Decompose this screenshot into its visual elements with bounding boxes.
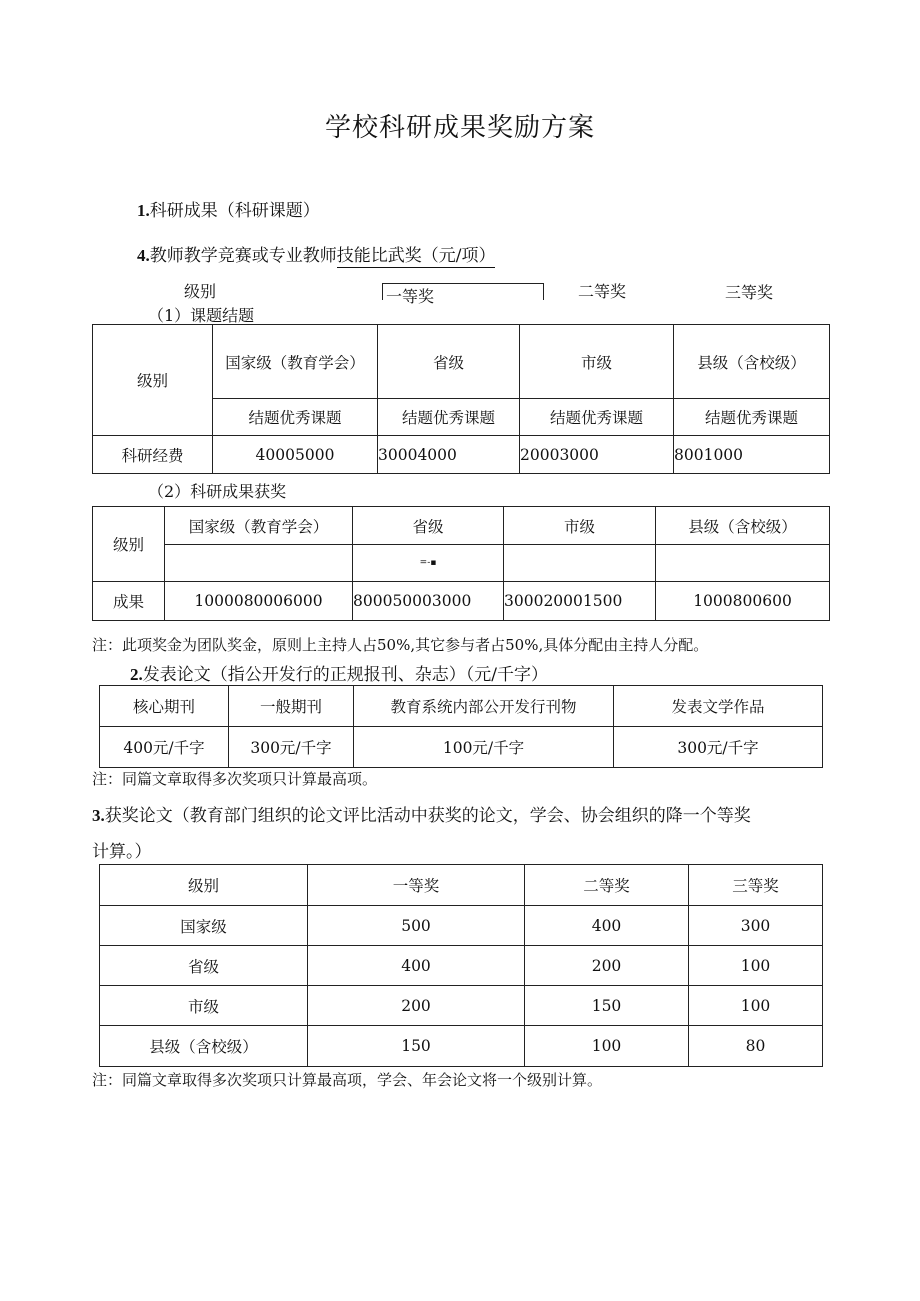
sub-header: 结题优秀课题 — [378, 399, 520, 436]
table-cell: 300020001500 — [504, 582, 656, 621]
table-cell: 200 — [308, 986, 525, 1026]
table-cell: 8001000 — [674, 436, 830, 474]
table-row — [100, 986, 823, 1026]
table-cell: 20003000 — [520, 436, 674, 474]
column-header: 省级 — [378, 325, 520, 399]
note-highest-only: 注：同篇文章取得多次奖项只计算最高项。 — [92, 770, 378, 788]
section-4-text-b: 技能比武奖（元/项） — [336, 246, 496, 266]
section-4-heading — [137, 241, 495, 266]
achievement-award-table — [92, 506, 830, 621]
subsection-1-label: （1）课题结题 — [148, 306, 255, 325]
table-cell: 300 — [689, 906, 823, 946]
table-cell: 1000080006000 — [165, 582, 353, 621]
subsection-2-label: （2）科研成果获奖 — [148, 482, 287, 501]
column-header: 市级 — [504, 507, 656, 545]
stray-level-label: 级别 — [184, 282, 217, 301]
column-header: 省级 — [353, 507, 504, 545]
row-label: 科研经费 — [93, 436, 213, 474]
column-header: 二等奖 — [525, 865, 689, 906]
section-2-number: 2. — [130, 665, 143, 684]
project-completion-table — [92, 324, 830, 474]
table-cell: 30004000 — [378, 436, 520, 474]
table-row — [100, 1026, 823, 1067]
row-label: 国家级 — [100, 906, 308, 946]
table-cell: 150 — [525, 986, 689, 1026]
table-cell: 80 — [689, 1026, 823, 1067]
column-header: 核心期刊 — [100, 686, 229, 727]
section-4-text-a: 教师教学竞赛或专业教师 — [149, 246, 337, 266]
stray-third-prize: 三等奖 — [725, 283, 774, 302]
stray-first-prize: 一等奖 — [386, 287, 435, 306]
page-title: 学校科研成果奖励方案 — [324, 113, 595, 143]
award-paper-table — [99, 864, 823, 1067]
column-header: 国家级（教育学会） — [213, 325, 378, 399]
table-row — [100, 906, 823, 946]
column-header: 发表文学作品 — [614, 686, 823, 727]
sub-header: 结题优秀课题 — [674, 399, 830, 436]
table-cell: 400 — [525, 906, 689, 946]
empty-cell — [504, 545, 656, 582]
section-1-number: 1. — [137, 201, 150, 220]
published-paper-table — [99, 685, 823, 768]
section-2-heading — [130, 660, 548, 685]
table-cell: 1000800600 — [656, 582, 830, 621]
row-label: 成果 — [93, 582, 165, 621]
table-cell: 40005000 — [213, 436, 378, 474]
section-3-text: 获奖论文（教育部门组织的论文评比活动中获奖的论文，学会、协会组织的降一个等奖 — [104, 806, 751, 826]
column-header: 一般期刊 — [229, 686, 354, 727]
table-cell: 100 — [525, 1026, 689, 1067]
table-cell: 100元/千字 — [354, 727, 614, 768]
column-header: 市级 — [520, 325, 674, 399]
column-header: 县级（含校级） — [674, 325, 830, 399]
table-cell: 100 — [689, 946, 823, 986]
section-1-heading — [137, 196, 320, 221]
table-rowhead: 级别 — [93, 325, 213, 436]
empty-cell — [656, 545, 830, 582]
table-cell: 500 — [308, 906, 525, 946]
column-header: 教育系统内部公开发行刊物 — [354, 686, 614, 727]
section-3-heading-line1 — [92, 801, 751, 826]
table-cell: 400元/千字 — [100, 727, 229, 768]
table-rowhead: 级别 — [93, 507, 165, 582]
row-label: 省级 — [100, 946, 308, 986]
stray-second-prize: 二等奖 — [578, 282, 627, 301]
table-cell: 100 — [689, 986, 823, 1026]
row-label: 县级（含校级） — [100, 1026, 308, 1067]
table-cell: 300元/千字 — [614, 727, 823, 768]
table-cell: 300元/千字 — [229, 727, 354, 768]
column-header: 三等奖 — [689, 865, 823, 906]
sub-header: 结题优秀课题 — [213, 399, 378, 436]
note-conference-papers: 注：同篇文章取得多次奖项只计算最高项，学会、年会论文将一个级别计算。 — [92, 1071, 603, 1089]
note-team-bonus: 注：此项奖金为团队奖金，原则上主持人占50%,其它参与者占50%,具体分配由主持人分配。 — [92, 636, 709, 654]
table-cell: 800050003000 — [353, 582, 504, 621]
column-header: 级别 — [100, 865, 308, 906]
table-cell: 400 — [308, 946, 525, 986]
empty-cell — [165, 545, 353, 582]
row-label: 市级 — [100, 986, 308, 1026]
column-header: 县级（含校级） — [656, 507, 830, 545]
column-header: 国家级（教育学会） — [165, 507, 353, 545]
section-3-heading-line2: 计算。） — [92, 842, 152, 862]
section-1-text: 科研成果（科研课题） — [149, 201, 320, 221]
table-cell: 150 — [308, 1026, 525, 1067]
table-row — [100, 946, 823, 986]
section-2-text: 发表论文（指公开发行的正规报刊、杂志）（元/千字） — [142, 665, 548, 685]
section-3-number: 3. — [92, 806, 105, 825]
table-cell: 200 — [525, 946, 689, 986]
sub-header: 结题优秀课题 — [520, 399, 674, 436]
stray-mark: =-▪ — [353, 545, 504, 582]
section-4-number: 4. — [137, 246, 150, 265]
column-header: 一等奖 — [308, 865, 525, 906]
